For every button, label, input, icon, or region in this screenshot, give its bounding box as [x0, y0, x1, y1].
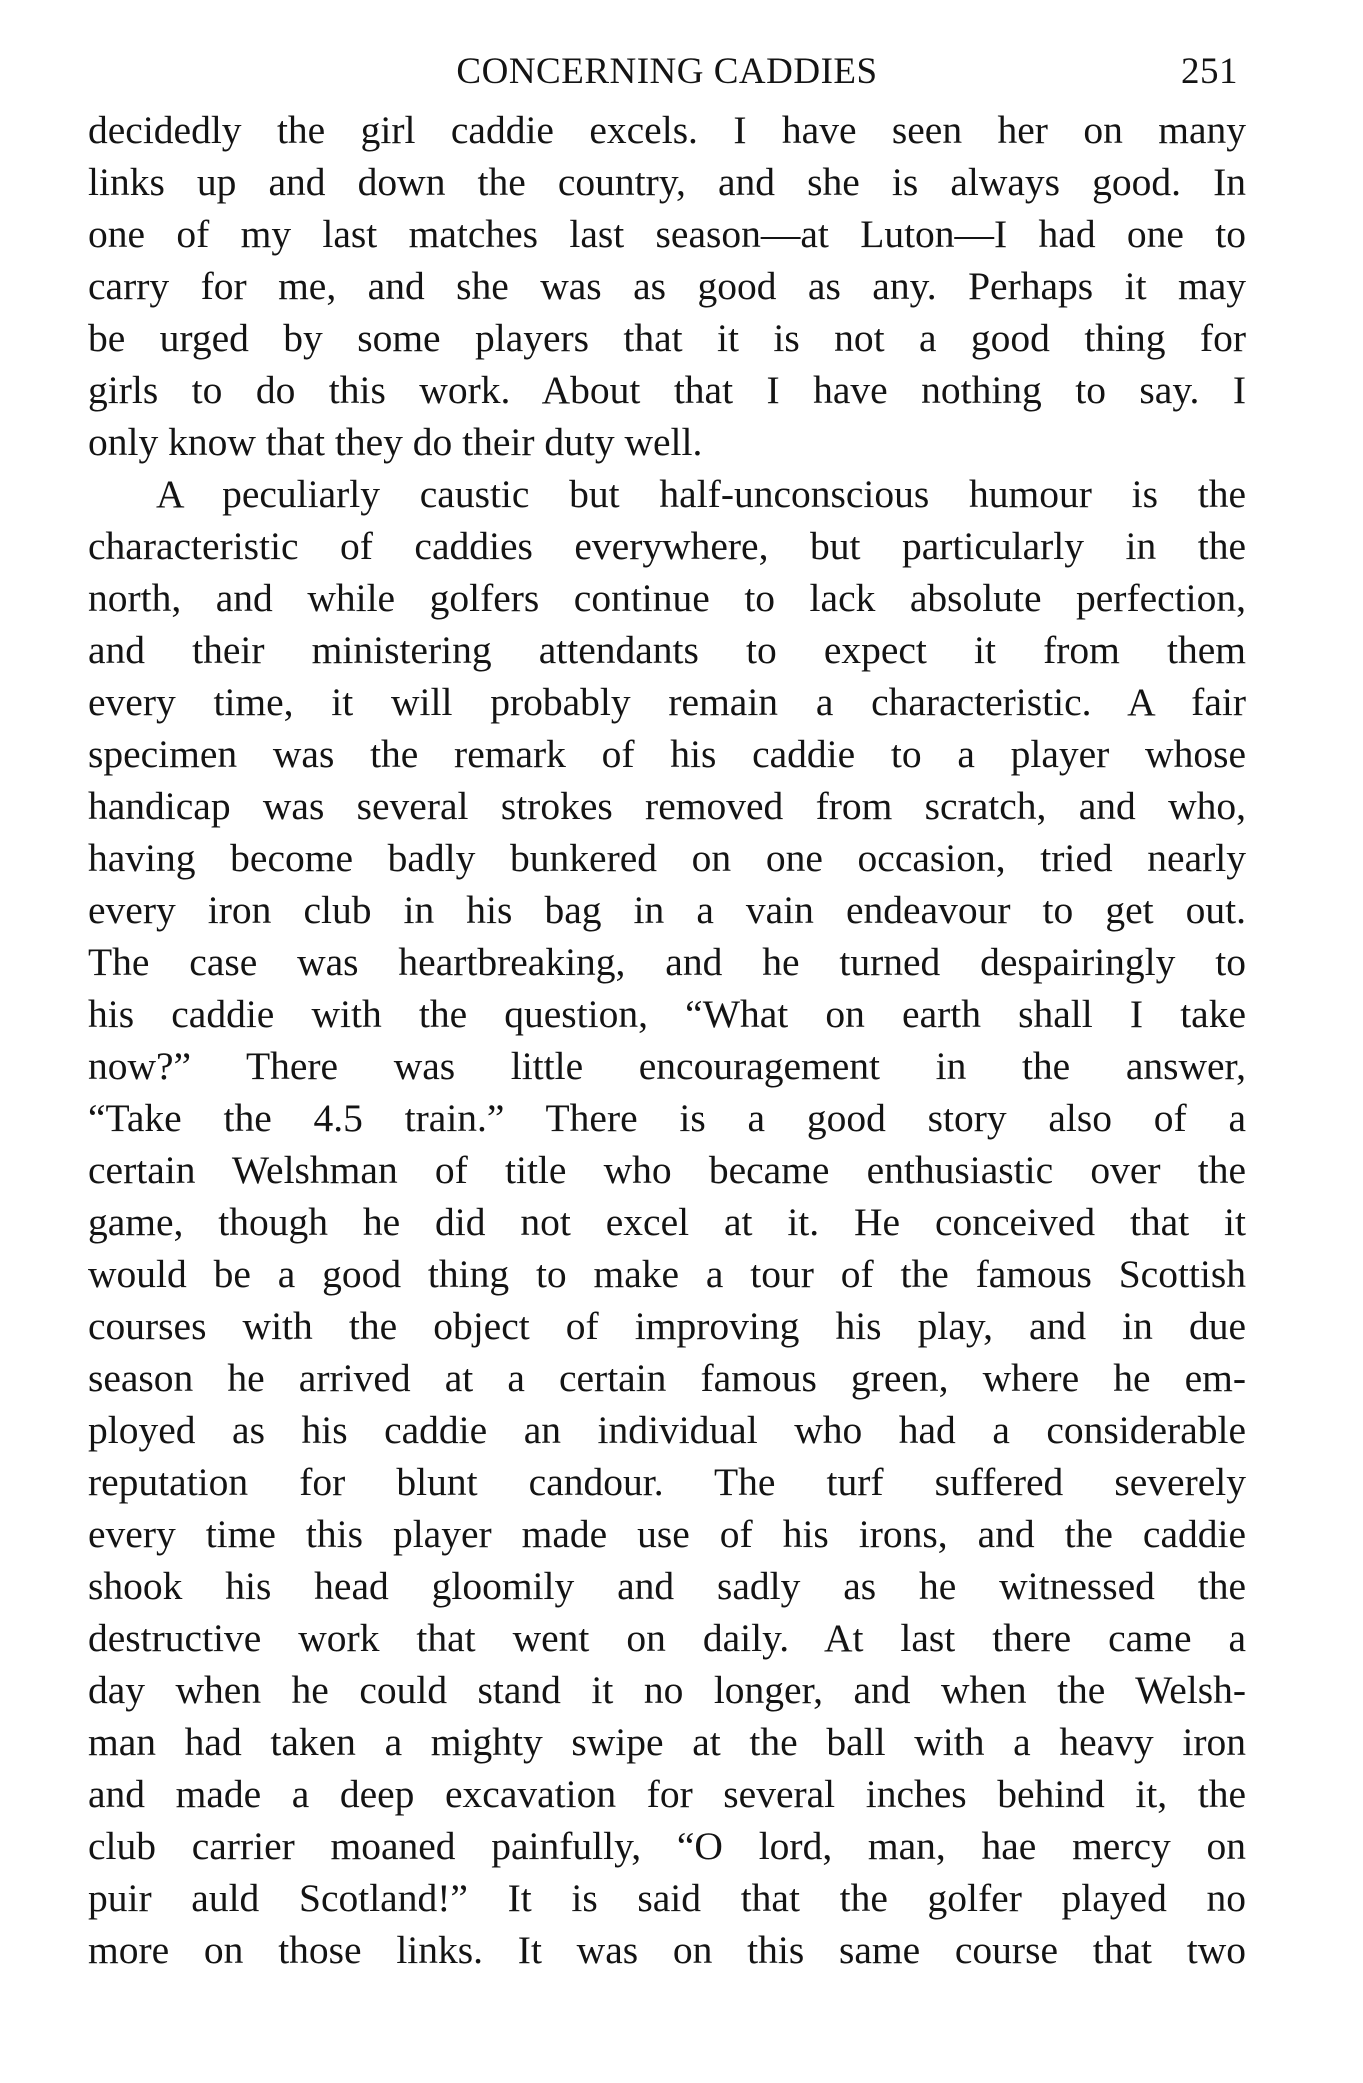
text-line: man had taken a mighty swipe at the ball with a heavy iron	[88, 1720, 1246, 1764]
text-line: characteristic of caddies everywhere, but particularly in the	[88, 524, 1246, 568]
text-line: would be a good thing to make a tour of the famous Scottish	[88, 1252, 1246, 1296]
running-head	[88, 44, 1246, 104]
text-line: handicap was several strokes removed from scratch, and who,	[88, 784, 1246, 828]
text-line: shook his head gloomily and sadly as he witnessed the	[88, 1564, 1246, 1608]
text-line: season he arrived at a certain famous green, where he em-	[88, 1356, 1246, 1400]
text-line: girls to do this work. About that I have nothing to say. I	[88, 368, 1246, 412]
text-line: club carrier moaned painfully, “O lord, man, hae mercy on	[88, 1824, 1246, 1868]
text-line: courses with the object of improving his play, and in due	[88, 1304, 1246, 1348]
text-line: game, though he did not excel at it. He conceived that it	[88, 1200, 1246, 1244]
text-line: every time this player made use of his irons, and the caddie	[88, 1512, 1246, 1556]
text-line: destructive work that went on daily. At last there came a	[88, 1616, 1246, 1660]
paragraph-1	[88, 104, 1246, 468]
book-page	[88, 44, 1246, 1976]
page-number: 251	[1181, 51, 1238, 92]
text-line: only know that they do their duty well.	[88, 420, 703, 464]
text-line: certain Welshman of title who became enthusiastic over the	[88, 1148, 1246, 1192]
running-title: CONCERNING CADDIES	[456, 51, 878, 92]
text-line: The case was heartbreaking, and he turned despairingly to	[88, 940, 1246, 984]
text-line: more on those links. It was on this same course that two	[88, 1928, 1246, 1972]
text-line: puir auld Scotland!” It is said that the golfer played no	[88, 1876, 1246, 1920]
text-line: “Take the 4.5 train.” There is a good story also of a	[88, 1096, 1246, 1140]
text-line: ployed as his caddie an individual who had a considerable	[88, 1408, 1246, 1452]
text-line: reputation for blunt candour. The turf suffered severely	[88, 1460, 1246, 1504]
text-line: one of my last matches last season—at Luton—I had one to	[88, 212, 1246, 256]
text-line: day when he could stand it no longer, and when the Welsh-	[88, 1668, 1246, 1712]
text-line: be urged by some players that it is not a good thing for	[88, 316, 1246, 360]
text-line: and made a deep excavation for several inches behind it, the	[88, 1772, 1246, 1816]
text-line: specimen was the remark of his caddie to a player whose	[88, 732, 1246, 776]
text-line: having become badly bunkered on one occasion, tried nearly	[88, 836, 1246, 880]
text-line: decidedly the girl caddie excels. I have seen her on many	[88, 108, 1246, 152]
text-line: now?” There was little encouragement in the answer,	[88, 1044, 1246, 1088]
text-line: every time, it will probably remain a characteristic. A fair	[88, 680, 1246, 724]
text-line: every iron club in his bag in a vain endeavour to get out.	[88, 888, 1246, 932]
text-line: A peculiarly caustic but half-unconscious humour is the	[156, 472, 1246, 516]
text-line: his caddie with the question, “What on earth shall I take	[88, 992, 1246, 1036]
paragraph-2	[88, 468, 1246, 1976]
text-line: links up and down the country, and she is always good. In	[88, 160, 1246, 204]
text-line: carry for me, and she was as good as any. Perhaps it may	[88, 264, 1246, 308]
text-line: and their ministering attendants to expect it from them	[88, 628, 1246, 672]
text-line: north, and while golfers continue to lack absolute perfection,	[88, 576, 1246, 620]
